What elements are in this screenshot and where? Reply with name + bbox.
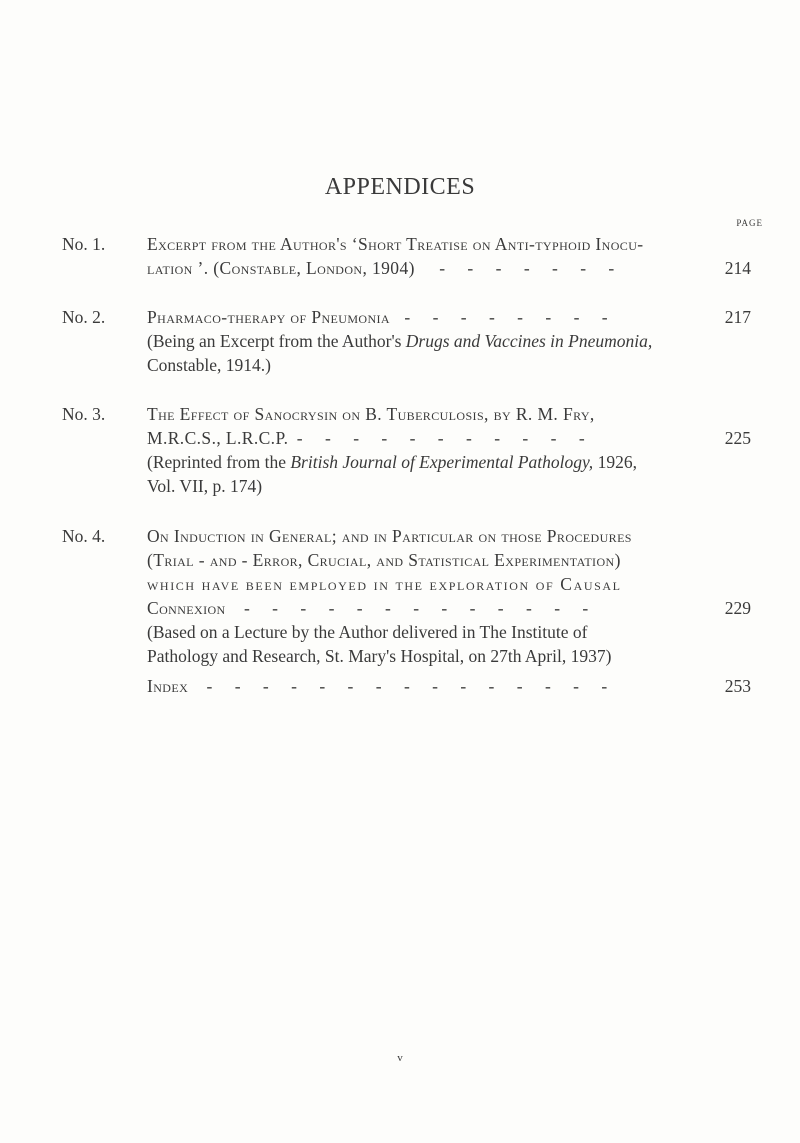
- dot-leaders: - - - - - - - - - - -: [296, 428, 594, 448]
- dot-leaders: - - - - - - - - - - - - - - -: [206, 676, 617, 696]
- entry-heading-cont: M.R.C.S., L.R.C.P. - - - - - - - - - - -: [147, 428, 594, 448]
- entry-heading-cont: lation ’. (Constable, London, 1904) - - - - - - -: [147, 258, 624, 278]
- page-number: 229: [724, 598, 751, 618]
- work-title: British Journal of Experimental Pathology,: [290, 452, 594, 472]
- index-label: Index: [147, 676, 189, 696]
- entry-number: No. 2.: [62, 307, 106, 327]
- page-number: 225: [724, 428, 751, 448]
- entry-note-cont: Pathology and Research, St. Mary's Hospital, on 27th April, 1937): [147, 646, 612, 666]
- dot-leaders: - - - - - - - - - - - - -: [243, 598, 598, 618]
- entry-heading-cont: (Trial - and - Error, Crucial, and Statistical Experimentation): [147, 550, 621, 570]
- entry-note: (Reprinted from the British Journal of Experimental Pathology, 1926,: [147, 452, 637, 472]
- entry-note: (Being an Excerpt from the Author's Drugs and Vaccines in Pneumonia, Constable, 1914.): [147, 331, 653, 375]
- entry-heading-cont: which have been employed in the exploration of Causal: [147, 574, 622, 594]
- entry-heading: Pharmaco-therapy of Pneumonia: [147, 307, 390, 327]
- page-title: APPENDICES: [324, 174, 476, 200]
- work-title: Drugs and Vaccines in Pneumonia,: [405, 331, 653, 351]
- entry-heading-cont: Connexion - - - - - - - - - - - - -: [147, 598, 598, 618]
- page-number: 217: [724, 307, 751, 327]
- entry-number: No. 3.: [62, 404, 106, 424]
- page-number: 253: [724, 676, 751, 696]
- entry-heading: Excerpt from the Author's ‘Short Treatise on Anti-typhoid Inocu-: [147, 234, 644, 254]
- page-number: 214: [724, 258, 751, 278]
- page-column-label: PAGE: [736, 218, 763, 228]
- entry-heading: The Effect of Sanocrysin on B. Tuberculosis, by R. M. Fry,: [147, 404, 595, 424]
- dot-leaders: - - - - - - -: [439, 258, 624, 278]
- entry-note-cont: Vol. VII, p. 174): [147, 476, 263, 496]
- dot-leaders: - - - - - - - -: [404, 307, 617, 327]
- entry-number: No. 4.: [62, 526, 106, 546]
- index-line: [147, 674, 715, 698]
- page-folio: v: [397, 1052, 403, 1064]
- entry-heading: On Induction in General; and in Particular on those Procedures: [147, 526, 632, 546]
- entry-number: No. 1.: [62, 234, 106, 254]
- entry-note: (Based on a Lecture by the Author delivered in The Institute of: [147, 622, 588, 642]
- entry-heading-line: [147, 305, 715, 329]
